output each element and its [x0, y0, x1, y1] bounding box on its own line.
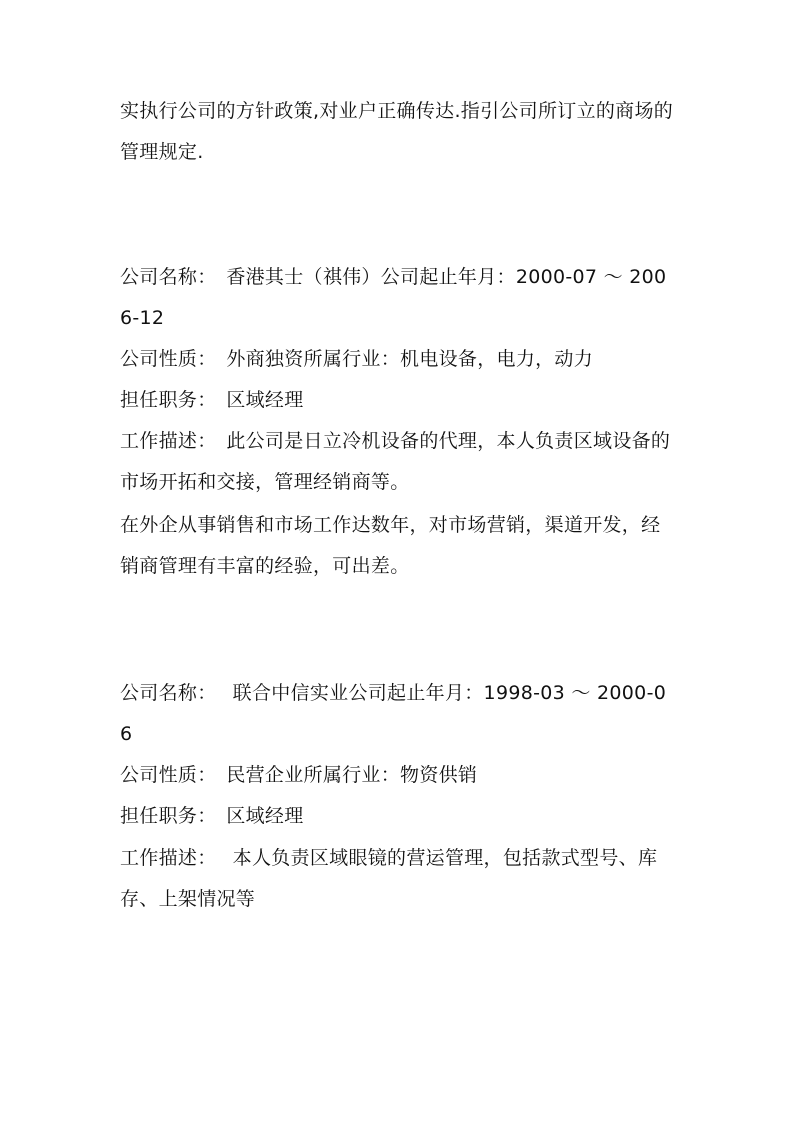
company-2-position-line	[120, 796, 676, 837]
description-value: 本人负责区域眼镜的营运管理，包括款式型号、库存、上架情况等	[120, 847, 658, 910]
company-name-label: 公司名称：	[120, 266, 208, 288]
description-label: 工作描述：	[120, 847, 208, 869]
company-name-value: 联合中信实业公司起止年月：1998-03 ～ 2000-06	[120, 682, 667, 745]
company-type-label: 公司性质：	[120, 348, 208, 370]
description-label: 工作描述：	[120, 430, 208, 452]
company-2-name-line	[120, 673, 676, 755]
position-value: 区域经理	[207, 389, 304, 411]
company-type-value: 民营企业所属行业：物资供销	[207, 764, 478, 786]
intro-paragraph: 实执行公司的方针政策,对业户正确传达.指引公司所订立的商场的管理规定.	[120, 100, 674, 163]
company-2-type-line	[120, 755, 676, 796]
company-name-value: 香港其士（祺伟）公司起止年月：2000-07 ～ 2006-12	[120, 266, 667, 329]
company-1-name-line	[120, 257, 676, 339]
company-1-position-line	[120, 380, 676, 421]
company-name-label: 公司名称：	[120, 682, 208, 704]
company-type-label: 公司性质：	[120, 764, 208, 786]
company-1-description	[120, 421, 676, 503]
company-1-type-line	[120, 339, 676, 380]
company-type-value: 外商独资所属行业：机电设备，电力，动力	[207, 348, 594, 370]
position-value: 区域经理	[207, 805, 304, 827]
company-1-summary: 在外企从事销售和市场工作达数年，对市场营销，渠道开发，经销商管理有丰富的经验，可出差。	[120, 514, 661, 577]
position-label: 担任职务：	[120, 389, 208, 411]
description-value: 此公司是日立冷机设备的代理，本人负责区域设备的市场开拓和交接，管理经销商等。	[120, 430, 671, 493]
company-2-description	[120, 838, 676, 920]
position-label: 担任职务：	[120, 805, 208, 827]
